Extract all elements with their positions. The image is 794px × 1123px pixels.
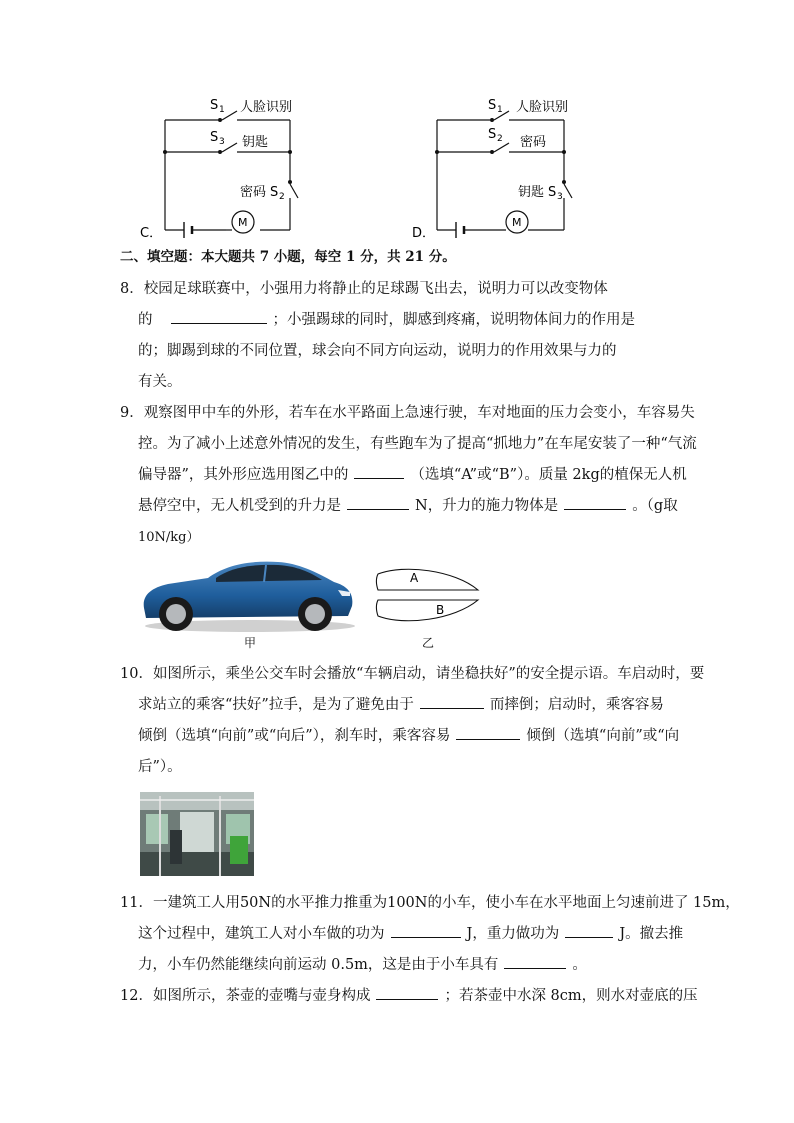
c-s1-label: S [210, 98, 219, 113]
q10-blank-2[interactable] [456, 725, 520, 740]
deflector-label-a: A [410, 571, 419, 585]
q9-line5: 10N/kg） [138, 530, 200, 545]
d-s3-label: S [548, 185, 557, 200]
option-d-label: D． [412, 226, 436, 241]
bus-interior-photo [140, 792, 254, 876]
q10-blank-1[interactable] [420, 694, 484, 709]
q11-blank-3[interactable] [504, 954, 566, 969]
q9-line1: 9．观察图甲中车的外形，若车在水平路面上急速行驶，车对地面的压力会变小，车容易失 [120, 405, 695, 421]
section-title: 二、填空题：本大题共 7 小题，每空 1 分，共 21 分。 [120, 249, 456, 265]
option-c-label: C． [140, 226, 163, 241]
d-s2-sub: 2 [497, 134, 503, 144]
q9-blank-1[interactable] [354, 464, 404, 479]
c-s2-sub: 2 [279, 192, 285, 202]
d-s2-text: 密码 [520, 135, 547, 150]
fig-label-yi: 乙 [422, 636, 435, 650]
q9-blank-3[interactable] [564, 495, 626, 510]
q8-line1: 8．校园足球联赛中，小强用力将静止的足球踢飞出去，说明力可以改变物体 [120, 281, 608, 297]
d-s1-text: 人脸识别 [516, 100, 569, 115]
car-figure [138, 556, 360, 636]
q10-line2: 求站立的乘客“扶好”拉手，是为了避免由于 而摔倒；启动时，乘客容易 [138, 690, 664, 721]
d-s2-label: S [488, 127, 497, 142]
c-s3-text: 钥匙 [242, 135, 269, 150]
c-s3-sub: 3 [219, 137, 225, 147]
q8-line2: 的 ；小强踢球的同时，脚感到疼痛，说明物体间力的作用是 [138, 305, 635, 336]
q10-line3: 倾倒（选填“向前”或“向后”），刹车时，乘客容易 倾倒（选填“向前”或“向 [138, 721, 679, 752]
q9-line3: 偏导器”，其外形应选用图乙中的 （选填“A”或“B”）。质量 2kg的植保无人机 [138, 460, 687, 491]
q12-line1: 12．如图所示，茶壶的壶嘴与壶身构成 ；若茶壶中水深 8cm，则水对壶底的压 [120, 981, 698, 1012]
q9-line2: 控。为了减小上述意外情况的发生，有些跑车为了提高“抓地力”在车尾安装了一种“气流 [138, 436, 697, 452]
c-s2-text: 密码 [240, 185, 267, 200]
d-s1-sub: 1 [497, 105, 503, 115]
d-s3-sub: 3 [557, 192, 563, 202]
q11-line2: 这个过程中，建筑工人对小车做的功为 J，重力做功为 J。撤去推 [138, 919, 683, 950]
c-s3-label: S [210, 130, 219, 145]
deflector-label-b: B [436, 603, 445, 617]
c-s1-text: 人脸识别 [240, 100, 293, 115]
q10-line1: 10．如图所示，乘坐公交车时会播放“车辆启动，请坐稳扶好”的安全提示语。车启动时，要 [120, 666, 705, 682]
circuit-diagram-d [412, 92, 597, 242]
q12-blank-1[interactable] [376, 985, 438, 1000]
d-s1-label: S [488, 98, 497, 113]
q10-line4: 后”）。 [138, 759, 182, 775]
c-s2-label: S [270, 185, 279, 200]
q8-line4: 有关。 [138, 374, 182, 390]
q11-blank-2[interactable] [565, 923, 613, 938]
q11-line3: 力，小车仍然能继续向前运动 0.5m，这是由于小车具有 。 [138, 950, 587, 981]
q11-blank-1[interactable] [391, 923, 461, 938]
fig-label-jia: 甲 [244, 636, 257, 650]
q9-blank-2[interactable] [347, 495, 409, 510]
d-s3-text: 钥匙 [518, 185, 545, 200]
d-motor-label: M [512, 216, 522, 229]
q11-line1: 11．一建筑工人用50N的水平推力推重为100N的小车，使小车在水平地面上匀速前进了 15m， [120, 895, 740, 911]
circuit-diagram-c [140, 92, 320, 242]
q9-line4: 悬停空中，无人机受到的升力是 N，升力的施力物体是 。（g取 [138, 491, 678, 522]
c-motor-label: M [238, 216, 248, 229]
c-s1-sub: 1 [219, 105, 225, 115]
deflector-figure [374, 564, 484, 626]
q8-blank-1[interactable] [171, 309, 267, 324]
q8-line3: 的；脚踢到球的不同位置，球会向不同方向运动，说明力的作用效果与力的 [138, 343, 617, 359]
